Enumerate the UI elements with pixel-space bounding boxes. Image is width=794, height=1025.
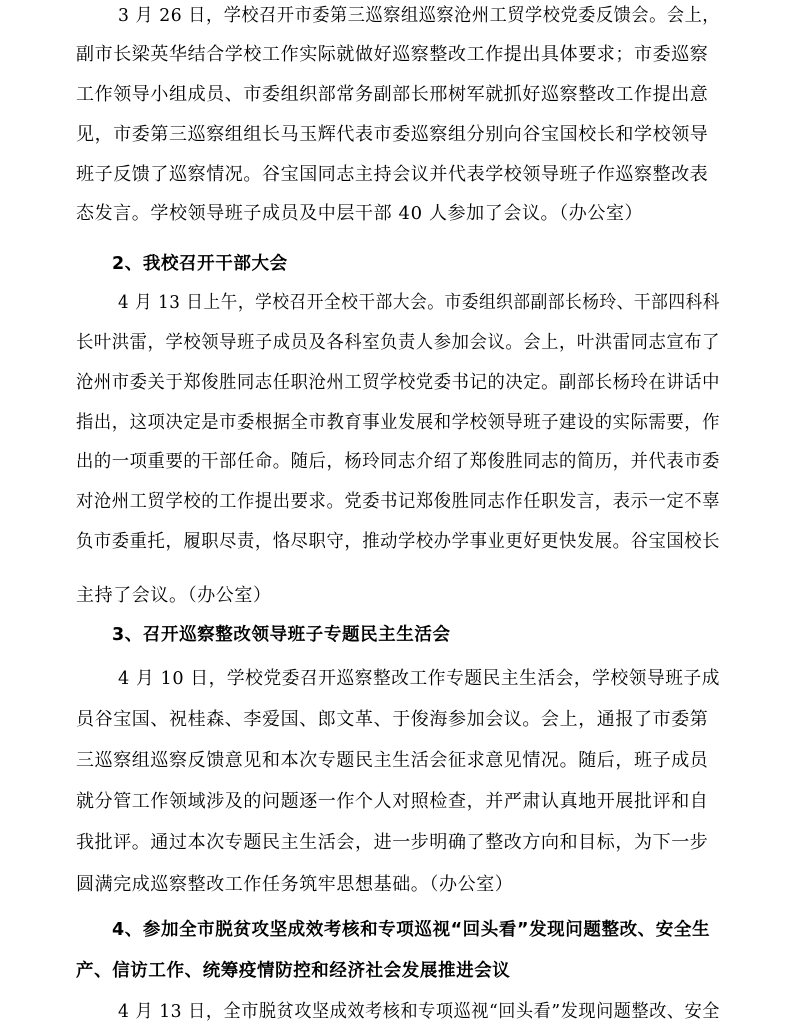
section-heading-4-line-2: 产、信访工作、统筹疫情防控和经济社会发展推进会议	[76, 961, 511, 981]
section-heading-2: 2、我校召开干部大会	[112, 254, 288, 274]
paragraph-2-line-8: 主持了会议。（办公室）	[76, 585, 272, 606]
paragraph-3-line-5: 我批评。通过本次专题民主生活会，进一步明确了整改方向和目标，为下一步	[76, 832, 709, 853]
paragraph-2-line-6: 对沧州工贸学校的工作提出要求。党委书记郑俊胜同志作任职发言，表示一定不辜	[76, 491, 721, 512]
section-heading-4-line-1: 4、参加全市脱贫攻坚成效考核和专项巡视“回头看”发现问题整改、安全生	[112, 920, 711, 940]
paragraph-2-line-1: 4 月 13 日上午，学校召开全校干部大会。市委组织部副部长杨玲、干部四科科	[118, 292, 721, 313]
paragraph-2-line-3: 沧州市委关于郑俊胜同志任职沧州工贸学校党委书记的决定。副部长杨玲在讲话中	[76, 372, 721, 393]
section-heading-3: 3、召开巡察整改领导班子专题民主生活会	[112, 625, 451, 645]
paragraph-3-line-1: 4 月 10 日，学校党委召开巡察整改工作专题民主生活会，学校领导班子成	[118, 668, 721, 689]
paragraph-1-line-5: 班子反馈了巡察情况。谷宝国同志主持会议并代表学校领导班子作巡察整改表	[76, 164, 709, 185]
paragraph-2-line-5: 出的一项重要的干部任命。随后，杨玲同志介绍了郑俊胜同志的简历，并代表市委	[76, 451, 721, 472]
paragraph-2-line-7: 负市委重托，履职尽责，恪尽职守，推动学校办学事业更好更快发展。谷宝国校长	[76, 531, 721, 552]
paragraph-3-line-4: 就分管工作领域涉及的问题逐一作个人对照检查，并严肃认真地开展批评和自	[76, 791, 709, 812]
paragraph-1-line-4: 见，市委第三巡察组组长马玉辉代表市委巡察组分别向谷宝国校长和学校领导	[76, 124, 709, 145]
paragraph-3-line-2: 员谷宝国、祝桂森、李爱国、郎文革、于俊海参加会议。会上，通报了市委第	[76, 709, 709, 730]
paragraph-1-line-1: 3 月 26 日，学校召开市委第三巡察组巡察沧州工贸学校党委反馈会。会上，	[118, 5, 721, 26]
paragraph-3-line-3: 三巡察组巡察反馈意见和本次专题民主生活会征求意见情况。随后，班子成员	[76, 750, 709, 771]
paragraph-1-line-6: 态发言。学校领导班子成员及中层干部 40 人参加了会议。（办公室）	[76, 203, 644, 224]
paragraph-3-line-6: 圆满完成巡察整改工作任务筑牢思想基础。（办公室）	[76, 874, 514, 895]
paragraph-1-line-3: 工作领导小组成员、市委组织部常务副部长邢树军就抓好巡察整改工作提出意	[76, 84, 709, 105]
paragraph-2-line-4: 指出，这项决定是市委根据全市教育事业发展和学校领导班子建设的实际需要，作	[76, 412, 721, 433]
paragraph-4-line-1: 4 月 13 日，全市脱贫攻坚成效考核和专项巡视“回头看”发现问题整改、安全	[118, 1001, 720, 1022]
paragraph-1-line-2: 副市长梁英华结合学校工作实际就做好巡察整改工作提出具体要求；市委巡察	[76, 44, 709, 65]
paragraph-2-line-2: 长叶洪雷，学校领导班子成员及各科室负责人参加会议。会上，叶洪雷同志宣布了	[76, 332, 721, 353]
